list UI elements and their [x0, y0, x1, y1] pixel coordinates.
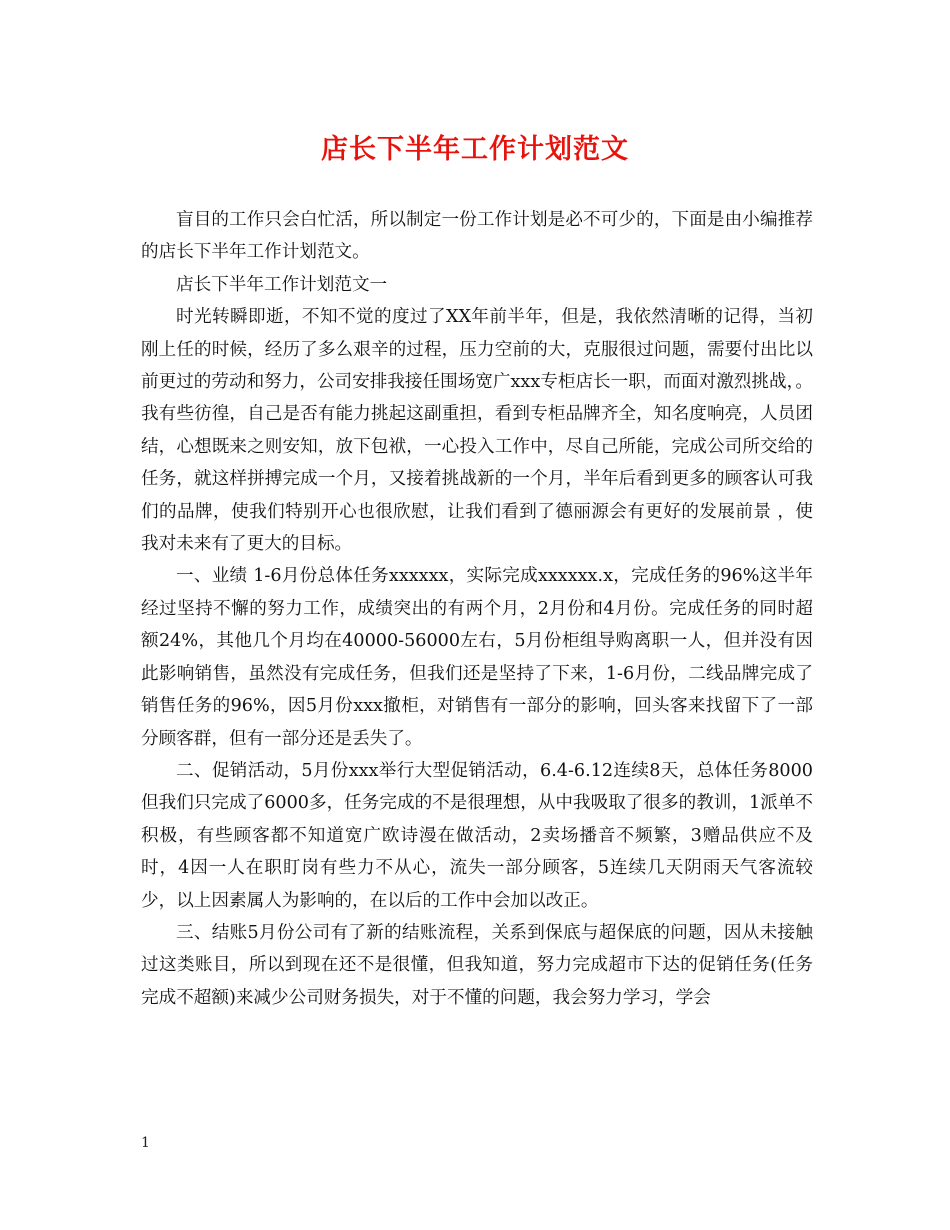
body-paragraph: 时光转瞬即逝，不知不觉的度过了XX年前半年，但是，我依然清晰的记得，当初刚上任的时候，经历了多么艰辛的过程，压力空前的大，克服很过问题，需要付出比以前更过的劳动和努力，公司安排我接任围场宽广xxx专柜店长一职，而面对激烈挑战，。我有些彷徨，自己是否有能力挑起这副重担，看到专柜品牌齐全，知名度响亮，人员团结，心想既来之则安知，放下包袱，一心投入工作中，尽自己所能，完成公司所交给的任务，就这样拼搏完成一个月，又接着挑战新的一个月，半年后看到更多的顾客认可我们的品牌，使我们特别开心也很欣慰，让我们看到了德丽源会有更好的发展前景 ，使我对未来有了更大的目标。	[141, 307, 813, 555]
body-paragraph: 一、业绩 1-6月份总体任务xxxxxx，实际完成xxxxxx.x，完成任务的96%这半年经过坚持不懈的努力工作，成绩突出的有两个月，2月份和4月份。完成任务的同时超额24%，其他几个月均在40000-56000左右，5月份柜组导购离职一人，但并没有因此影响销售，虽然没有完成任务，但我们还是坚持了下来，1-6月份，二线品牌完成了销售任务的96%，因5月份xxx撤柜，对销售有一部分的影响，回头客来找留下了一部分顾客群，但有一部分还是丢失了。	[141, 566, 813, 749]
intro-paragraph: 盲目的工作只会白忙活，所以制定一份工作计划是必不可少的，下面是由小编推荐的店长下半年工作计划范文。	[141, 210, 813, 263]
section-heading: 店长下半年工作计划范文一	[176, 274, 388, 295]
body-paragraph: 二、促销活动，5月份xxx举行大型促销活动，6.4-6.12连续8天，总体任务8000但我们只完成了6000多，任务完成的不是很理想，从中我吸取了很多的教训，1派单不积极，有些顾客都不知道宽广欧诗漫在做活动，2卖场播音不频繁，3赠品供应不及时，4因一人在职盯岗有些力不从心，流失一部分顾客，5连续几天阴雨天气客流较少，以上因素属人为影响的，在以后的工作中会加以改正。	[141, 760, 813, 911]
document-body	[141, 204, 813, 1014]
body-paragraph: 三、结账5月份公司有了新的结账流程，关系到保底与超保底的问题，因从未接触过这类账目，所以到现在还不是很懂，但我知道，努力完成超市下达的促销任务(任务完成不超额)来减少公司财务损失，对于不懂的问题，我会努力学习，学会	[141, 922, 813, 1008]
page-number: 1	[141, 1135, 150, 1151]
document-title: 店长下半年工作计划范文	[321, 134, 629, 165]
